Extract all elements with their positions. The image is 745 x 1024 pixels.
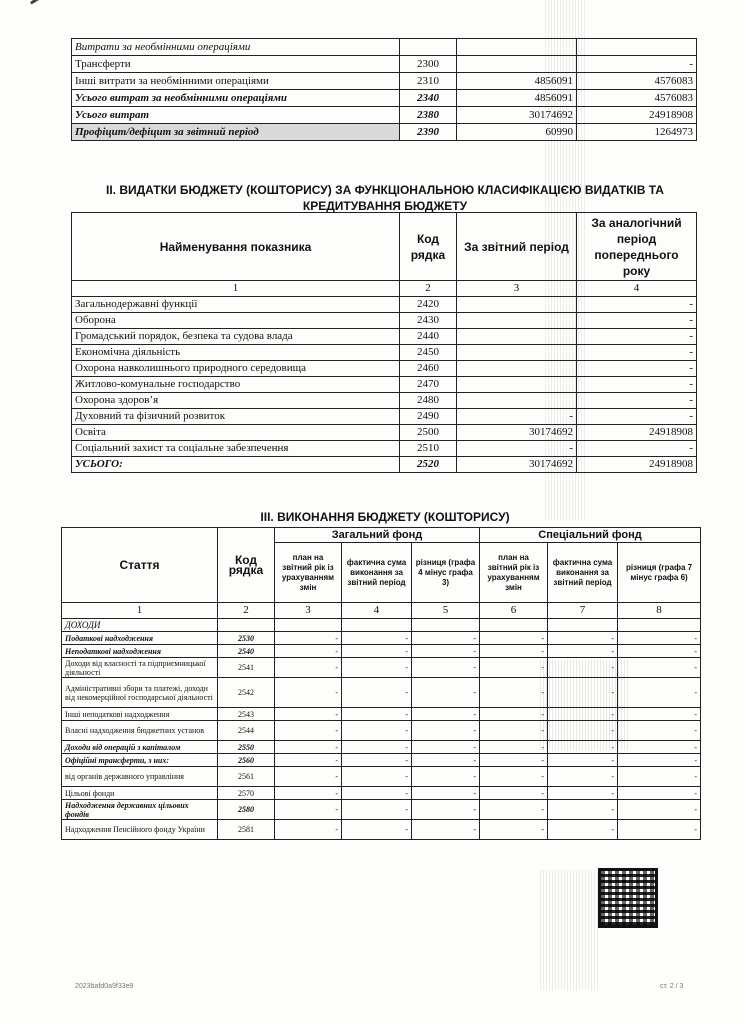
- row-value: -: [342, 800, 412, 820]
- table-row: [62, 741, 701, 754]
- row-value: -: [412, 754, 480, 767]
- row-name: Економічна діяльність: [72, 345, 400, 361]
- row-current: 60990: [457, 124, 577, 141]
- row-name: Освіта: [72, 425, 400, 441]
- row-name: Громадський порядок, безпека та судова влада: [72, 329, 400, 345]
- row-name: Надходження Пенсійного фонду України: [62, 820, 218, 840]
- col-number: 8: [618, 603, 701, 619]
- row-value: -: [342, 787, 412, 800]
- row-value: -: [548, 632, 618, 645]
- row-value: -: [275, 767, 342, 787]
- row-prior: 24918908: [577, 457, 697, 473]
- row-name: Власні надходження бюджетних установ: [62, 721, 218, 741]
- row-current: [457, 329, 577, 345]
- table-row: [62, 800, 701, 820]
- row-name: Доходи від операцій з капіталом: [62, 741, 218, 754]
- row-value: -: [618, 767, 701, 787]
- row-value: -: [618, 645, 701, 658]
- row-value: -: [618, 754, 701, 767]
- row-value: -: [412, 708, 480, 721]
- footer-page: ст. 2 / 3: [660, 983, 684, 990]
- table-row: [72, 124, 697, 141]
- row-current: 30174692: [457, 425, 577, 441]
- row-value: -: [548, 678, 618, 708]
- header-plan-special: план на звітний рік із урахуванням змін: [480, 543, 548, 603]
- header-general-fund: Загальний фонд: [275, 528, 480, 543]
- row-value: -: [412, 721, 480, 741]
- row-value: -: [342, 658, 412, 678]
- row-prior: -: [577, 313, 697, 329]
- col-number: 4: [342, 603, 412, 619]
- table-row: [72, 90, 697, 107]
- col-number: 1: [62, 603, 218, 619]
- table-row: [72, 107, 697, 124]
- row-code: 2550: [218, 741, 275, 754]
- table-row: [62, 708, 701, 721]
- row-current: -: [457, 409, 577, 425]
- row-value: -: [618, 708, 701, 721]
- row-prior: 4576083: [577, 90, 697, 107]
- table-row: [72, 297, 697, 313]
- col-number: 7: [548, 603, 618, 619]
- row-value: -: [548, 645, 618, 658]
- row-prior: 24918908: [577, 425, 697, 441]
- row-current: 30174692: [457, 107, 577, 124]
- table-row: [62, 645, 701, 658]
- col-number: 1: [72, 281, 400, 297]
- row-value: -: [618, 741, 701, 754]
- row-prior: -: [577, 56, 697, 73]
- row-value: -: [548, 787, 618, 800]
- row-current: [457, 345, 577, 361]
- row-current: [457, 39, 577, 56]
- section-label-income: ДОХОДИ: [62, 619, 218, 632]
- row-code: 2540: [218, 645, 275, 658]
- row-current: [457, 361, 577, 377]
- row-name: Доходи від власності та підприємницької діяльності: [62, 658, 218, 678]
- row-value: -: [548, 658, 618, 678]
- row-code: 2510: [400, 441, 457, 457]
- section-3-title: III. ВИКОНАННЯ БЮДЖЕТУ (КОШТОРИСУ): [260, 510, 510, 524]
- table-row: [72, 441, 697, 457]
- row-value: -: [480, 678, 548, 708]
- table-row: [62, 721, 701, 741]
- row-value: -: [412, 645, 480, 658]
- header-actual: фактична сума виконання за звітний період: [342, 543, 412, 603]
- qr-code: [598, 868, 658, 928]
- row-name: Неподаткові надходження: [62, 645, 218, 658]
- row-name: Податкові надходження: [62, 632, 218, 645]
- row-value: -: [412, 800, 480, 820]
- row-value: -: [548, 800, 618, 820]
- row-code: 2560: [218, 754, 275, 767]
- header-special-fund: Спеціальний фонд: [480, 528, 701, 543]
- row-name: Інші витрати за необмінними операціями: [72, 73, 400, 90]
- functional-expenses-table: [71, 212, 697, 473]
- row-code: [400, 39, 457, 56]
- row-value: -: [618, 658, 701, 678]
- row-name: Духовний та фізичний розвиток: [72, 409, 400, 425]
- row-code: 2340: [400, 90, 457, 107]
- row-value: -: [548, 767, 618, 787]
- scan-noise: [540, 870, 600, 990]
- row-code: 2561: [218, 767, 275, 787]
- table-row: [62, 678, 701, 708]
- row-code: 2300: [400, 56, 457, 73]
- row-value: -: [342, 678, 412, 708]
- header-diff-special: різниця (графа 7 мінус графа 6): [618, 543, 701, 603]
- row-prior: -: [577, 329, 697, 345]
- table-row: [62, 787, 701, 800]
- row-prior: -: [577, 297, 697, 313]
- table-row: [62, 754, 701, 767]
- row-value: -: [480, 721, 548, 741]
- row-code: 2570: [218, 787, 275, 800]
- col-number: 3: [275, 603, 342, 619]
- row-value: -: [275, 632, 342, 645]
- row-name: УСЬОГО:: [72, 457, 400, 473]
- row-code: 2544: [218, 721, 275, 741]
- row-value: -: [480, 645, 548, 658]
- table-row: [62, 632, 701, 645]
- row-value: -: [618, 721, 701, 741]
- row-code: 2480: [400, 393, 457, 409]
- row-prior: 4576083: [577, 73, 697, 90]
- row-current: [457, 377, 577, 393]
- row-value: -: [275, 741, 342, 754]
- table-row: [72, 56, 697, 73]
- row-name: Соціальний захист та соціальне забезпечення: [72, 441, 400, 457]
- row-value: -: [412, 767, 480, 787]
- row-value: -: [275, 678, 342, 708]
- row-name: Витрати за необмінними операціями: [72, 39, 400, 56]
- row-name: Оборона: [72, 313, 400, 329]
- header-article: Стаття: [62, 528, 218, 603]
- row-code: 2310: [400, 73, 457, 90]
- row-value: -: [480, 708, 548, 721]
- row-value: -: [618, 678, 701, 708]
- row-code: 2470: [400, 377, 457, 393]
- table-row: [72, 39, 697, 56]
- row-name: Надходження державних цільових фондів: [62, 800, 218, 820]
- row-value: -: [342, 632, 412, 645]
- row-value: -: [412, 787, 480, 800]
- row-value: -: [480, 741, 548, 754]
- row-name: Загальнодержавні функції: [72, 297, 400, 313]
- table-row: [72, 457, 697, 473]
- table-row: [72, 425, 697, 441]
- table-row: [72, 377, 697, 393]
- row-code: 2440: [400, 329, 457, 345]
- table-row: [72, 361, 697, 377]
- row-value: -: [275, 820, 342, 840]
- row-value: -: [342, 708, 412, 721]
- row-prior: -: [577, 377, 697, 393]
- row-value: -: [275, 645, 342, 658]
- row-value: -: [548, 754, 618, 767]
- row-value: -: [618, 787, 701, 800]
- row-name: Житлово-комунальне господарство: [72, 377, 400, 393]
- col-number: 5: [412, 603, 480, 619]
- scan-corner-mark: [30, 0, 104, 5]
- row-current: [457, 313, 577, 329]
- row-value: -: [342, 767, 412, 787]
- table-row: [72, 409, 697, 425]
- table-row: [72, 329, 697, 345]
- row-value: -: [480, 632, 548, 645]
- header-indicator: Найменування показника: [72, 213, 400, 281]
- row-prior: -: [577, 409, 697, 425]
- row-value: -: [275, 787, 342, 800]
- row-value: -: [342, 741, 412, 754]
- row-code: 2500: [400, 425, 457, 441]
- row-current: -: [457, 441, 577, 457]
- row-value: -: [480, 787, 548, 800]
- row-code: 2430: [400, 313, 457, 329]
- row-code: 2460: [400, 361, 457, 377]
- table-row: [72, 313, 697, 329]
- header-diff: різниця (графа 4 мінус графа 3): [412, 543, 480, 603]
- row-name: Інші неподаткові надходження: [62, 708, 218, 721]
- row-name: Усього витрат за необмінними операціями: [72, 90, 400, 107]
- row-value: -: [548, 820, 618, 840]
- col-number: 2: [218, 603, 275, 619]
- row-code: 2490: [400, 409, 457, 425]
- header-code: Код рядка: [218, 528, 275, 603]
- header-plan: план на звітний рік із урахуванням змін: [275, 543, 342, 603]
- row-name: Профіцит/дефіцит за звітний період: [72, 124, 400, 141]
- row-code: 2581: [218, 820, 275, 840]
- row-name: Охорона здоров’я: [72, 393, 400, 409]
- row-value: -: [480, 754, 548, 767]
- header-current: За звітний період: [457, 213, 577, 281]
- row-name: Охорона навколишнього природного середовища: [72, 361, 400, 377]
- row-value: -: [480, 800, 548, 820]
- row-value: -: [412, 658, 480, 678]
- row-code: 2520: [400, 457, 457, 473]
- table-row: [62, 767, 701, 787]
- row-prior: [577, 39, 697, 56]
- row-value: -: [412, 820, 480, 840]
- row-code: 2420: [400, 297, 457, 313]
- footer-doc-id: 2023bafd0a9f33e9: [75, 983, 134, 990]
- row-current: [457, 297, 577, 313]
- row-current: [457, 393, 577, 409]
- row-prior: -: [577, 393, 697, 409]
- section-2-title: II. ВИДАТКИ БЮДЖЕТУ (КОШТОРИСУ) ЗА ФУНКЦІОНАЛЬНОЮ КЛАСИФІКАЦІЄЮ ВИДАТКІВ ТА КРЕДИТУВАННЯ БЮДЖЕТУ: [106, 183, 664, 213]
- row-value: -: [342, 820, 412, 840]
- col-number: 4: [577, 281, 697, 297]
- row-value: -: [480, 820, 548, 840]
- row-value: -: [342, 645, 412, 658]
- row-prior: -: [577, 345, 697, 361]
- row-prior: 1264973: [577, 124, 697, 141]
- row-value: -: [618, 632, 701, 645]
- row-value: -: [548, 721, 618, 741]
- row-value: -: [275, 658, 342, 678]
- table-row: [72, 393, 697, 409]
- header-actual-special: фактична сума виконання за звітний період: [548, 543, 618, 603]
- row-code: 2450: [400, 345, 457, 361]
- row-value: -: [412, 741, 480, 754]
- row-code: 2380: [400, 107, 457, 124]
- row-name: Адміністративні збори та платежі, доходи від некомерційної господарської діяльності: [62, 678, 218, 708]
- row-value: -: [618, 820, 701, 840]
- header-prior: За аналогічний період попереднього року: [577, 213, 697, 281]
- row-value: -: [412, 678, 480, 708]
- row-value: -: [618, 800, 701, 820]
- row-value: -: [275, 800, 342, 820]
- row-name: Трансферти: [72, 56, 400, 73]
- table-row: [62, 820, 701, 840]
- row-name: Усього витрат: [72, 107, 400, 124]
- row-name: Цільові фонди: [62, 787, 218, 800]
- table-row: [72, 345, 697, 361]
- row-prior: -: [577, 441, 697, 457]
- row-value: -: [275, 708, 342, 721]
- row-prior: 24918908: [577, 107, 697, 124]
- col-number: 2: [400, 281, 457, 297]
- row-value: -: [480, 658, 548, 678]
- top-table: [71, 38, 697, 141]
- table-row: [72, 73, 697, 90]
- row-code: 2541: [218, 658, 275, 678]
- row-name: Офіційні трансферти, з них:: [62, 754, 218, 767]
- row-prior: -: [577, 361, 697, 377]
- row-code: 2580: [218, 800, 275, 820]
- col-number: 6: [480, 603, 548, 619]
- row-value: -: [342, 754, 412, 767]
- row-current: 30174692: [457, 457, 577, 473]
- row-value: -: [480, 767, 548, 787]
- row-value: -: [548, 708, 618, 721]
- row-value: -: [548, 741, 618, 754]
- col-number: 3: [457, 281, 577, 297]
- row-value: -: [342, 721, 412, 741]
- header-code: Код рядка: [400, 213, 457, 281]
- row-value: -: [275, 721, 342, 741]
- row-code: 2390: [400, 124, 457, 141]
- row-current: 4856091: [457, 90, 577, 107]
- row-code: 2543: [218, 708, 275, 721]
- table-row: [62, 658, 701, 678]
- row-current: [457, 56, 577, 73]
- budget-execution-table: [61, 527, 701, 840]
- row-current: 4856091: [457, 73, 577, 90]
- row-value: -: [412, 632, 480, 645]
- row-value: -: [275, 754, 342, 767]
- row-code: 2542: [218, 678, 275, 708]
- row-name: від органів державного управління: [62, 767, 218, 787]
- row-code: 2530: [218, 632, 275, 645]
